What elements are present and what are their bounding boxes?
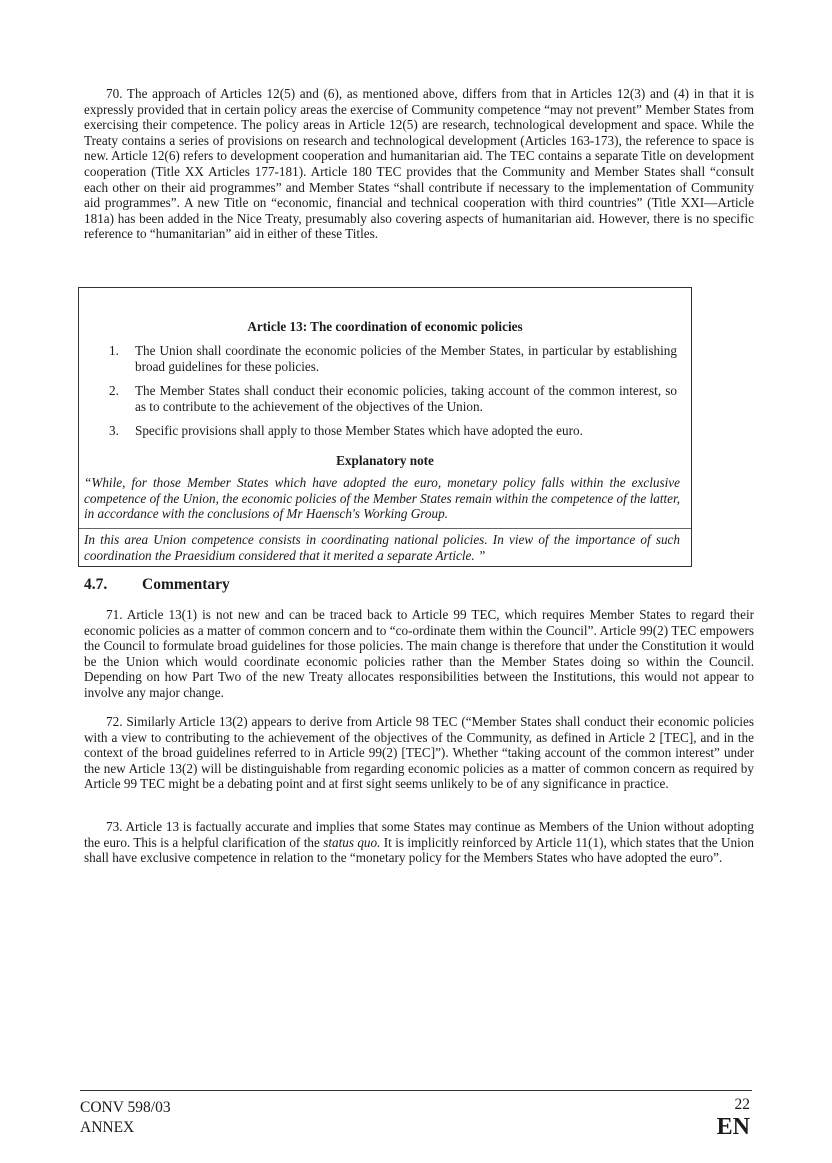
paragraph-73-emphasis: status quo. [323,834,381,850]
document-reference: CONV 598/03 [80,1099,171,1116]
paragraph-73 [84,819,754,866]
article-13-title: Article 13: The coordination of economic policies [247,319,523,334]
explanatory-note-p2: In this area Union competence consists in coordinating national policies. In view of the importance of such coordination the Praesidium considered that it merited a separate Article. ” [84,532,680,563]
language-code: EN [716,1114,750,1140]
item-number: 2. [109,383,119,399]
item-number: 1. [109,343,119,358]
page-number: 22 [734,1096,750,1113]
footer-right [717,1096,750,1140]
list-item [99,383,677,414]
list-item [99,343,677,374]
section-title: Commentary [142,576,230,593]
list-item [99,423,677,439]
item-text: The Union shall coordinate the economic policies of the Member States, in particular by establishing broad guidelines for these policies. [135,343,677,374]
item-text: Specific provisions shall apply to those Member States which have adopted the euro. [135,423,583,439]
article-13-box [78,287,692,567]
annex-label: ANNEX [80,1119,135,1136]
section-number: 4.7. [84,576,108,593]
paragraph-71: 71. Article 13(1) is not new and can be traced back to Article 99 TEC, which requires Member States to regard their economic policies as a matter of common concern and to “co-ordinate them within the Council”. Article 99(2) TEC empowers the Council to formulate broad guidelines for those policies. The main change is therefore that under the Constitution it would be the Union which would coordinate economic policies rather than the Member States doing so within the Council. Depending on how Part Two of the new Treaty allocates responsibilities between the Institutions, this would not appear to involve any major change. [84,607,754,700]
paragraph-73-part2: It is implicitly reinforced by Article 11(1), which states that the Union shall have exclusive competence in relation to the “monetary policy for the Members States who have adopted the euro”. [84,834,754,866]
footer-left [80,1098,171,1138]
paragraph-73-part1: 73. Article 13 is factually accurate and implies that some States may continue as Members of the Union without adopting the euro. This is a helpful clarification of the [84,819,754,850]
item-number: 3. [109,423,119,439]
explanatory-note-title: Explanatory note [336,453,434,468]
footer-divider [80,1090,752,1091]
paragraph-70: 70. The approach of Articles 12(5) and (6), as mentioned above, differs from that in Articles 12(3) and (4) in that it is expressly provided that in certain policy areas the exercise of Community competence “may not prevent” Member States from exercising their competence. The policy areas in Article 12(5) are research, technological development and space. While the Treaty contains a series of provisions on research and technological development (Articles 163-173), the reference to space is new. Article 12(6) refers to development cooperation and humanitarian aid. The TEC contains a separate Title on development cooperation (Title XX Articles 177-181). Article 180 TEC provides that the Community and Member States shall “consult each other on their aid programmes” and Member States “shall contribute if necessary to the implementation of Community aid programmes”. A new Title on “economic, financial and technical cooperation with third countries” (Title XXI—Article 181a) has been added in the Nice Treaty, presumably also covering aspects of humanitarian aid. However, there is no specific reference to “humanitarian” aid in either of these Titles. [84,86,754,242]
explanatory-note-p1: “While, for those Member States which have adopted the euro, monetary policy falls within the exclusive competence of the Union, the economic policies of the Member States remain within the competence of the latter, in accordance with the conclusions of Mr Haensch's Working Group. [84,475,680,522]
section-heading [84,576,230,594]
note-divider [79,528,691,529]
article-13-list [99,343,677,448]
item-text: The Member States shall conduct their economic policies, taking account of the common interest, so as to contribute to the achievement of the objectives of the Union. [135,383,677,414]
paragraph-72: 72. Similarly Article 13(2) appears to derive from Article 98 TEC (“Member States shall conduct their economic policies with a view to contributing to the achievement of the objectives of the Community, as defined in Article 2 [TEC], and in the context of the broad guidelines referred to in Article 99(2) [TEC]”). Whether “taking account of the common interest” under the new Article 13(2) will be distinguishable from regarding economic policies as a matter of common concern as required by Article 99 TEC might be a debating point and at first sight seems unlikely to be of any significance in practice. [84,714,754,792]
